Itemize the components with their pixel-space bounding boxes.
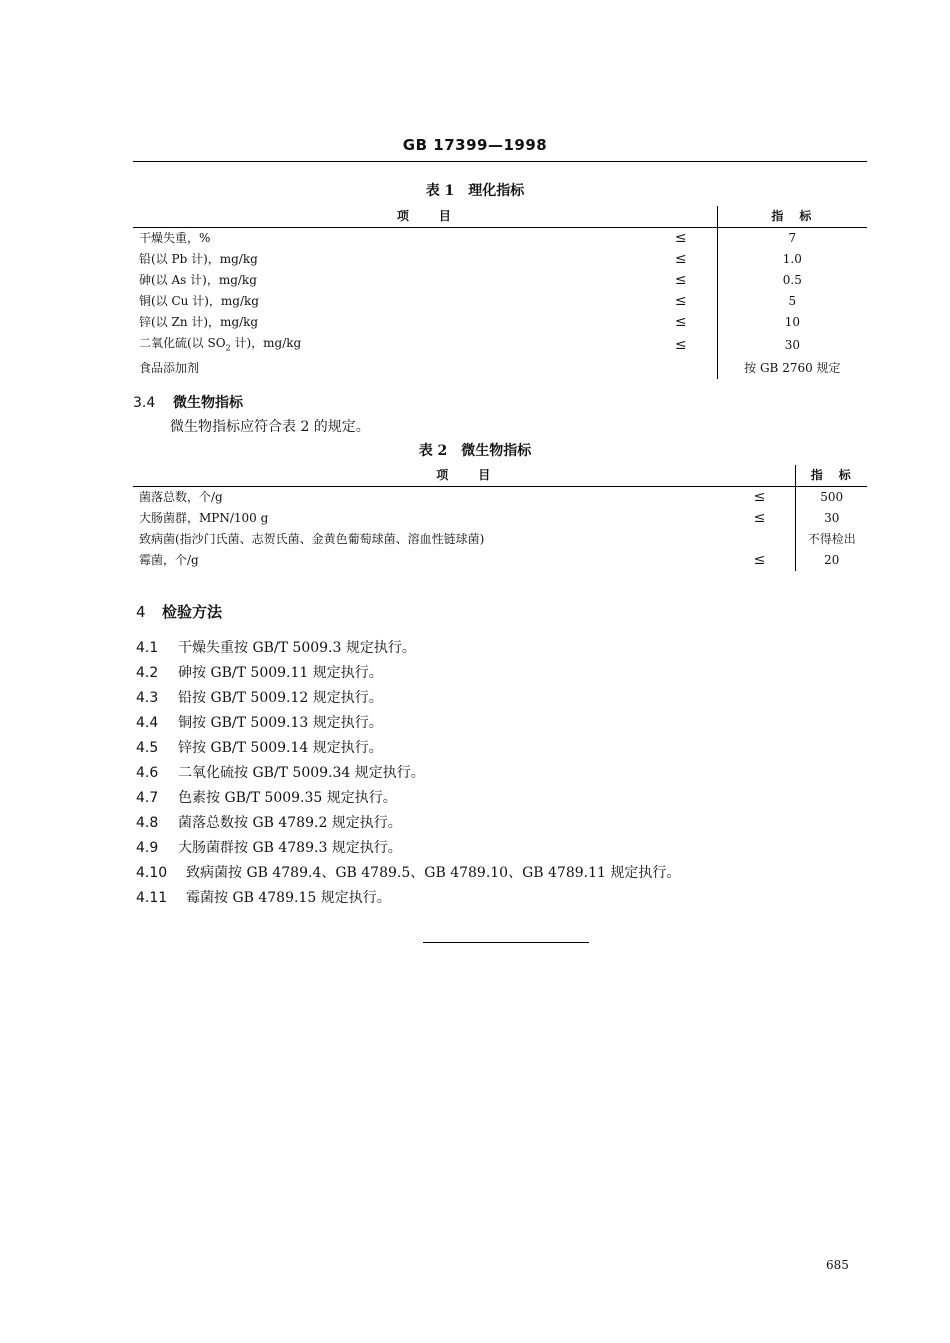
table2-row-item: 大肠菌群，MPN/100 g [139, 511, 269, 525]
table-row [133, 249, 867, 270]
method-item: 4.11 霉菌按 GB 4789.15 规定执行。 [136, 890, 391, 906]
section-3-4-heading: 3.4 微生物指标 [133, 395, 243, 411]
table2-caption: 表 2 微生物指标 [418, 443, 532, 459]
table-row [133, 529, 867, 550]
table-row [133, 291, 867, 312]
table1-row-value: 10 [717, 312, 867, 333]
table1-row-value: 30 [717, 333, 867, 358]
table1-row-item: 铅(以 Pb 计)，mg/kg [139, 252, 258, 266]
table-row [133, 228, 867, 250]
method-item: 4.6 二氧化硫按 GB/T 5009.34 规定执行。 [136, 765, 425, 781]
standard-code-header: GB 17399—1998 [402, 136, 548, 154]
table1-row-item: 食品添加剂 [139, 361, 200, 376]
table1-row-item: 砷(以 As 计)，mg/kg [139, 273, 257, 287]
method-item: 4.1 干燥失重按 GB/T 5009.3 规定执行。 [136, 640, 416, 656]
table2-row-item: 致病菌(指沙门氏菌、志贺氏菌、金黄色葡萄球菌、溶血性链球菌) [139, 532, 485, 546]
table1-row-value: 1.0 [717, 249, 867, 270]
table1-col-item: 项 目 [133, 206, 717, 228]
le-symbol [723, 529, 796, 550]
method-item: 4.8 菌落总数按 GB 4789.2 规定执行。 [136, 815, 402, 831]
table1-row-value: 7 [717, 228, 867, 250]
le-symbol: ≤ [674, 230, 687, 246]
table-row [133, 508, 867, 529]
page-number: 685 [826, 1258, 849, 1272]
le-symbol: ≤ [674, 293, 687, 309]
table-row [133, 358, 867, 379]
table1-header-row [133, 206, 867, 228]
table1-row-value: 0.5 [717, 270, 867, 291]
method-item: 4.2 砷按 GB/T 5009.11 规定执行。 [136, 665, 383, 681]
table2-header-row [133, 465, 867, 487]
table1-row-item: 铜(以 Cu 计)，mg/kg [139, 294, 259, 308]
le-symbol: ≤ [674, 337, 687, 354]
section-3-4-text: 微生物指标应符合表 2 的规定。 [170, 419, 370, 435]
method-item: 4.3 铅按 GB/T 5009.12 规定执行。 [136, 690, 383, 706]
method-item: 4.10 致病菌按 GB 4789.4、GB 4789.5、GB 4789.10、GB 4789.11 规定执行。 [136, 865, 681, 881]
table1-row-value: 5 [717, 291, 867, 312]
table-row [133, 270, 867, 291]
table1-row-item: 锌(以 Zn 计)，mg/kg [139, 315, 259, 329]
table2 [133, 465, 867, 571]
method-item: 4.7 色素按 GB/T 5009.35 规定执行。 [136, 790, 397, 806]
le-symbol: ≤ [674, 314, 687, 330]
table1-row-item: 二氧化硫(以 $SO_2$ 计)，mg/kg [139, 336, 302, 353]
table-row [133, 333, 867, 358]
table1-col-value: 指 标 [717, 206, 867, 228]
method-item: 4.9 大肠菌群按 GB 4789.3 规定执行。 [136, 840, 402, 856]
table2-row-value: 20 [796, 550, 867, 571]
table2-row-value: 30 [796, 508, 867, 529]
end-rule [423, 942, 589, 943]
table2-row-value: 500 [796, 487, 867, 509]
le-symbol: ≤ [753, 489, 766, 505]
table-row [133, 312, 867, 333]
le-symbol: ≤ [753, 510, 766, 526]
table2-row-value: 不得检出 [796, 529, 867, 550]
table-row [133, 550, 867, 571]
le-symbol: ≤ [674, 251, 687, 267]
table1 [133, 206, 867, 379]
table1-caption: 表 1 理化指标 [425, 183, 525, 199]
table-row [133, 487, 867, 509]
header-rule [133, 161, 867, 162]
method-item: 4.4 铜按 GB/T 5009.13 规定执行。 [136, 715, 383, 731]
method-item: 4.5 锌按 GB/T 5009.14 规定执行。 [136, 740, 383, 756]
table2-col-value: 指 标 [796, 465, 867, 487]
le-symbol: ≤ [753, 552, 766, 568]
le-symbol [645, 358, 718, 379]
table2-col-item: 项 目 [133, 465, 796, 487]
table1-row-value: 按 GB 2760 规定 [717, 358, 867, 379]
section-4-heading: 4 检验方法 [136, 603, 223, 621]
table1-row-item: 干燥失重，% [139, 231, 211, 245]
table2-row-item: 霉菌，个/g [139, 553, 199, 567]
table2-row-item: 菌落总数，个/g [139, 490, 223, 504]
le-symbol: ≤ [674, 272, 687, 288]
